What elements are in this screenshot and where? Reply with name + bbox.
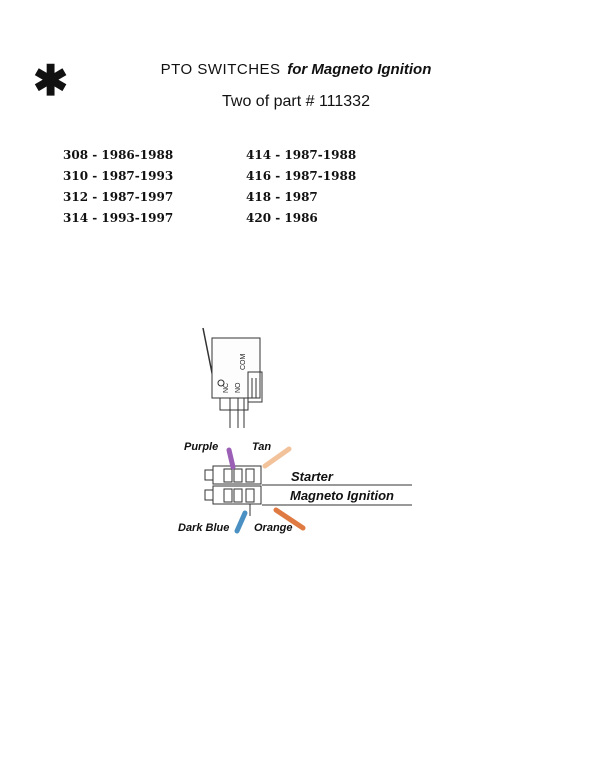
pin-label-nc: NC <box>223 382 230 393</box>
wire-label-dark-blue: Dark Blue <box>178 522 230 534</box>
title-emphasis: for Magneto Ignition <box>287 61 432 78</box>
pin-label-no: NO <box>235 382 242 393</box>
pto-switch-body <box>203 328 262 428</box>
model-row: 416 - 1987-1988 <box>246 169 357 183</box>
pin-label-com: COM <box>240 353 247 370</box>
model-row: 312 - 1987-1997 <box>63 190 174 204</box>
model-row: 310 - 1987-1993 <box>63 169 174 183</box>
model-row: 308 - 1986-1988 <box>63 148 174 162</box>
wire-label-purple: Purple <box>184 441 219 453</box>
wire-dark-blue <box>237 513 245 531</box>
wire-label-orange: Orange <box>254 522 293 534</box>
model-row: 414 - 1987-1988 <box>246 148 357 162</box>
model-row: 420 - 1986 <box>246 211 318 225</box>
model-row: 418 - 1987 <box>246 190 318 204</box>
asterisk-icon: ✱ <box>33 57 69 104</box>
model-row: 314 - 1993-1997 <box>63 211 174 225</box>
part-number-subtitle: Two of part # 111332 <box>222 93 370 110</box>
terminal-label-starter: Starter <box>291 469 333 484</box>
terminal-label-magneto: Magneto Ignition <box>290 488 394 503</box>
wire-label-tan: Tan <box>252 441 272 453</box>
wire-purple <box>229 450 233 467</box>
title-main: PTO SWITCHES <box>160 61 281 78</box>
connector-block <box>205 466 261 516</box>
